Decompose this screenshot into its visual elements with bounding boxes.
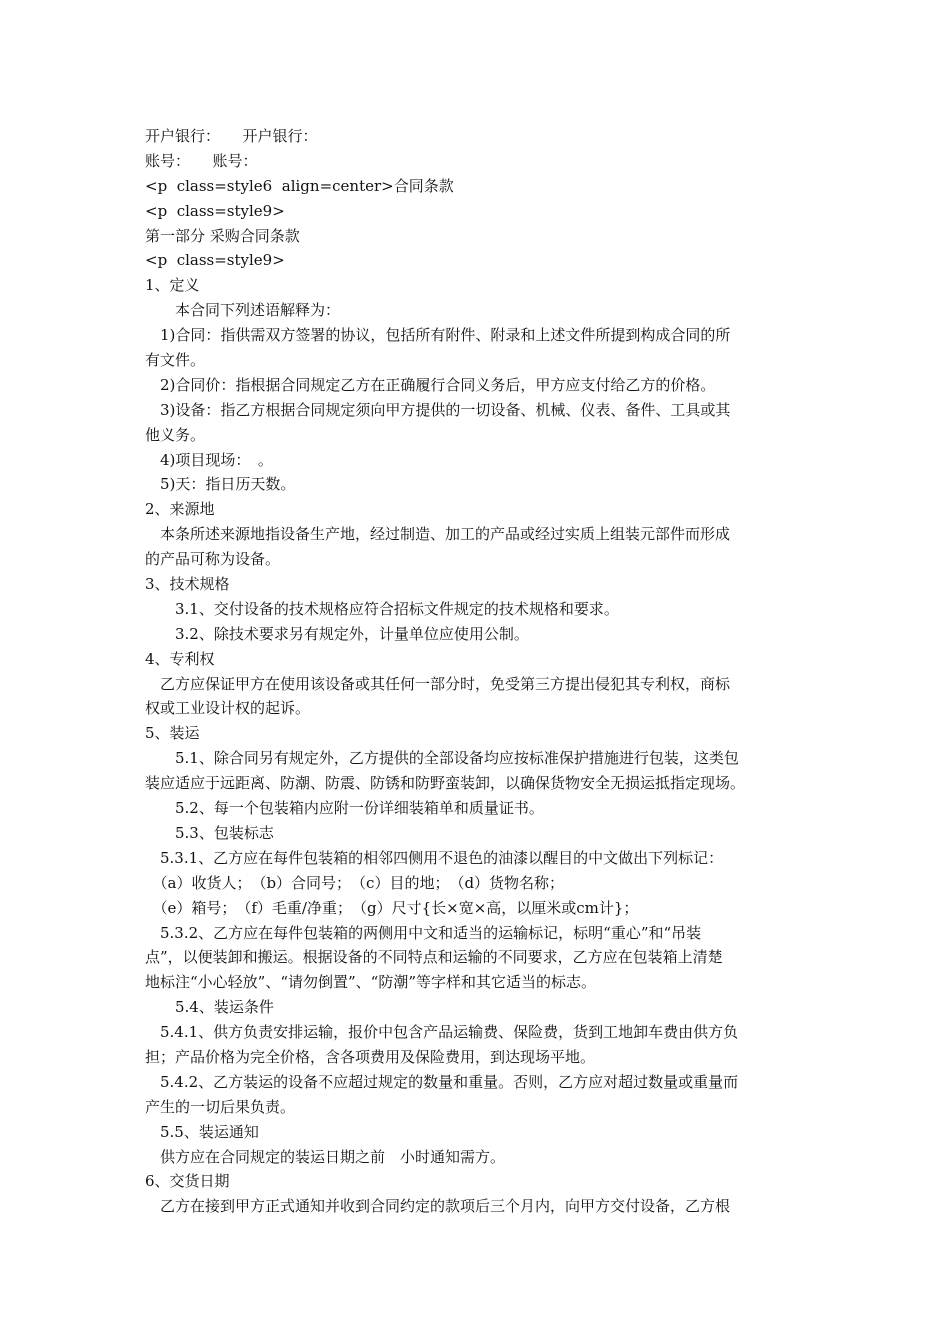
paragraph-line: 本条所述来源地指设备生产地，经过制造、加工的产品或经过实质上组装元部件而形成 bbox=[145, 525, 731, 544]
paragraph-line: 本合同下列述语解释为： bbox=[145, 301, 341, 320]
markup-line: <p class=style9> bbox=[145, 251, 285, 270]
paragraph-line: 供方应在合同规定的装运日期之前 小时通知需方。 bbox=[145, 1147, 506, 1166]
section-heading-delivery-date: 6、交货日期 bbox=[145, 1172, 230, 1191]
section-heading-specifications: 3、技术规格 bbox=[145, 575, 230, 594]
bank-line: 开户银行： 开户银行： bbox=[145, 127, 318, 145]
account-line: 账号： 账号： bbox=[145, 151, 258, 170]
paragraph-line: 的产品可称为设备。 bbox=[145, 550, 281, 569]
section-heading-shipping: 5、装运 bbox=[145, 724, 200, 743]
part-heading: 第一部分 采购合同条款 bbox=[145, 226, 300, 245]
subsection-heading: 5.4、装运条件 bbox=[145, 998, 274, 1017]
paragraph-line: 5.4.2、乙方装运的设备不应超过规定的数量和重量。否则，乙方应对超过数量或重量而 bbox=[145, 1072, 739, 1091]
paragraph-line: 他义务。 bbox=[145, 425, 206, 444]
paragraph-line: 5.1、除合同另有规定外，乙方提供的全部设备均应按标准保护措施进行包装，这类包 bbox=[145, 749, 739, 768]
paragraph-line: 1)合同：指供需双方签署的协议，包括所有附件、附录和上述文件所提到构成合同的所 bbox=[145, 326, 731, 345]
paragraph-line: 5.2、每一个包装箱内应附一份详细装箱单和质量证书。 bbox=[145, 799, 544, 818]
paragraph-line: 5.4.1、供方负责安排运输，报价中包含产品运输费、保险费，货到工地卸车费由供方负 bbox=[145, 1023, 739, 1042]
paragraph-line: 担；产品价格为完全价格，含各项费用及保险费用，到达现场平地。 bbox=[145, 1047, 596, 1066]
subsection-heading: 5.5、装运通知 bbox=[145, 1122, 259, 1141]
section-heading-patent: 4、专利权 bbox=[145, 649, 215, 668]
paragraph-line: 3.2、除技术要求另有规定外，计量单位应使用公制。 bbox=[145, 624, 529, 643]
markup-line: <p class=style9> bbox=[145, 201, 285, 220]
paragraph-line: （a）收货人； （b）合同号； （c）目的地； （d）货物名称； bbox=[145, 873, 565, 892]
paragraph-line: 有文件。 bbox=[145, 351, 206, 370]
markup-line-title: <p class=style6 align=center>合同条款 bbox=[145, 176, 454, 195]
paragraph-line: 地标注“小心轻放”、“请勿倒置”、“防潮”等字样和其它适当的标志。 bbox=[145, 973, 597, 992]
subsection-heading: 5.3、包装标志 bbox=[145, 823, 274, 842]
paragraph-line: 装应适应于远距离、防潮、防震、防锈和防野蛮装卸，以确保货物安全无损运抵指定现场。 bbox=[145, 774, 746, 793]
paragraph-line: 点”，以便装卸和搬运。根据设备的不同特点和运输的不同要求，乙方应在包装箱上清楚 bbox=[145, 948, 723, 967]
paragraph-line: 2)合同价：指根据合同规定乙方在正确履行合同义务后，甲方应支付给乙方的价格。 bbox=[145, 375, 716, 394]
paragraph-line: 乙方应保证甲方在使用该设备或其任何一部分时，免受第三方提出侵犯其专利权，商标 bbox=[145, 674, 731, 693]
paragraph-line: 5.3.1、乙方应在每件包装箱的相邻四侧用不退色的油漆以醒目的中文做出下列标记： bbox=[145, 848, 724, 867]
paragraph-line: 3)设备：指乙方根据合同规定须向甲方提供的一切设备、机械、仪表、备件、工具或其 bbox=[145, 400, 731, 419]
paragraph-line: 5.3.2、乙方应在每件包装箱的两侧用中文和适当的运输标记，标明“重心”和“吊装 bbox=[145, 923, 702, 942]
paragraph-line: 产生的一切后果负责。 bbox=[145, 1097, 296, 1116]
paragraph-line: 乙方在接到甲方正式通知并收到合同约定的款项后三个月内，向甲方交付设备，乙方根 bbox=[145, 1197, 731, 1216]
section-heading-origin: 2、来源地 bbox=[145, 500, 215, 519]
paragraph-line: 4)项目现场： 。 bbox=[145, 450, 273, 469]
paragraph-line: （e）箱号； （f）毛重/净重； （g）尺寸{长×宽×高，以厘米或cm计}； bbox=[145, 898, 639, 917]
section-heading-definitions: 1、定义 bbox=[145, 276, 200, 295]
contract-text-body bbox=[145, 124, 815, 1219]
paragraph-line: 3.1、交付设备的技术规格应符合招标文件规定的技术规格和要求。 bbox=[145, 599, 619, 618]
paragraph-line: 权或工业设计权的起诉。 bbox=[145, 699, 311, 718]
paragraph-line: 5)天：指日历天数。 bbox=[145, 475, 296, 494]
